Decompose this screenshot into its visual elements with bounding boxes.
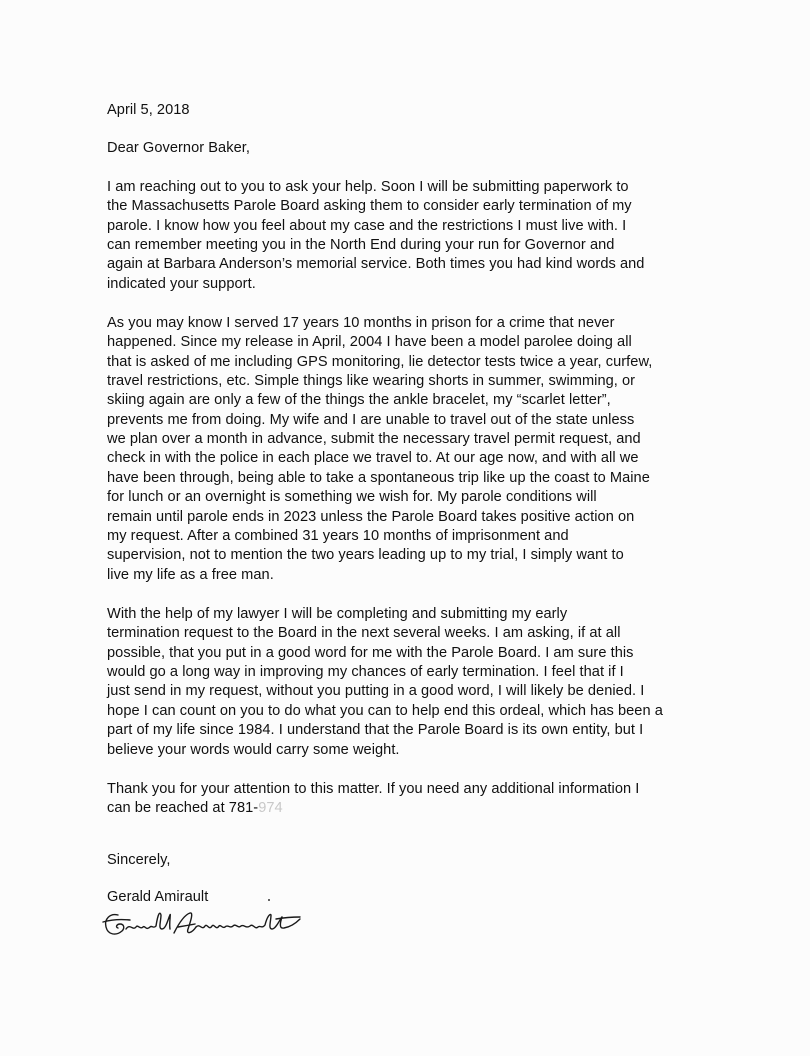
contact-line <box>107 799 707 818</box>
paragraph-line: that is asked of me including GPS monitoring, lie detector tests twice a year, curfew, <box>107 353 653 370</box>
paragraph-line: the Massachusetts Parole Board asking them to consider early termination of my <box>107 198 632 215</box>
paragraph-line: possible, that you put in a good word for me with the Parole Board. I am sure this <box>107 644 634 661</box>
paragraph-2 <box>107 314 707 585</box>
paragraph-3 <box>107 605 707 760</box>
letter-closing: Sincerely, <box>107 852 171 869</box>
signer-name: Gerald Amirault <box>107 888 209 905</box>
paragraph-line: prevents me from doing. My wife and I are unable to travel out of the state unless <box>107 411 635 428</box>
paragraph-line: live my life as a free man. <box>107 566 274 583</box>
paragraph-line: skiing again are only a few of the things the ankle bracelet, my “scarlet letter”, <box>107 392 611 409</box>
letter-salutation: Dear Governor Baker, <box>107 140 250 157</box>
paragraph-line: parole. I know how you feel about my case and the restrictions I must live with. I <box>107 217 627 234</box>
faded-phone-digits: 974 <box>258 799 283 816</box>
paragraph-line: termination request to the Board in the next several weeks. I am asking, if at all <box>107 625 621 642</box>
paragraph-line: have been through, being able to take a spontaneous trip like up the coast to Maine <box>107 469 650 486</box>
paragraph-line: supervision, not to mention the two years leading up to my trial, I simply want to <box>107 547 624 564</box>
contact-text: can be reached at 781- <box>107 799 259 816</box>
handwritten-signature <box>100 905 320 945</box>
paragraph-line: again at Barbara Anderson’s memorial service. Both times you had kind words and <box>107 256 645 273</box>
paragraph-line: travel restrictions, etc. Simple things like wearing shorts in summer, swimming, or <box>107 372 636 389</box>
paragraph-line: As you may know I served 17 years 10 months in prison for a crime that never <box>107 314 615 331</box>
paragraph-line: part of my life since 1984. I understand that the Parole Board is its own entity, but I <box>107 722 644 739</box>
paragraph-line: would go a long way in improving my chances of early termination. I feel that if I <box>107 663 624 680</box>
letter-body <box>107 101 707 907</box>
paragraph-line: for lunch or an overnight is something we wish for. My parole conditions will <box>107 489 597 506</box>
paragraph-line: can remember meeting you in the North End during your run for Governor and <box>107 236 615 253</box>
paragraph-line: remain until parole ends in 2023 unless the Parole Board takes positive action on <box>107 508 635 525</box>
paragraph-line: my request. After a combined 31 years 10 months of imprisonment and <box>107 528 569 545</box>
paragraph-line: With the help of my lawyer I will be completing and submitting my early <box>107 605 568 622</box>
ink-speck <box>268 899 270 901</box>
paragraph-line: just send in my request, without you putting in a good word, I will likely be denied. I <box>107 683 645 700</box>
paragraph-4 <box>107 780 707 819</box>
paragraph-line: check in with the police in each place we travel to. At our age now, and with all we <box>107 450 639 467</box>
paragraph-line: I am reaching out to you to ask your help. Soon I will be submitting paperwork to <box>107 178 629 195</box>
paragraph-line: Thank you for your attention to this matter. If you need any additional information I <box>107 780 640 797</box>
paragraph-1 <box>107 178 707 294</box>
paragraph-line: we plan over a month in advance, submit the necessary travel permit request, and <box>107 431 641 448</box>
paragraph-line: happened. Since my release in April, 2004 I have been a model parolee doing all <box>107 334 632 351</box>
paragraph-line: hope I can count on you to do what you can to help end this ordeal, which has been a <box>107 702 663 719</box>
letter-date: April 5, 2018 <box>107 102 190 118</box>
paragraph-line: indicated your support. <box>107 275 256 292</box>
paragraph-line: believe your words would carry some weight. <box>107 741 400 758</box>
